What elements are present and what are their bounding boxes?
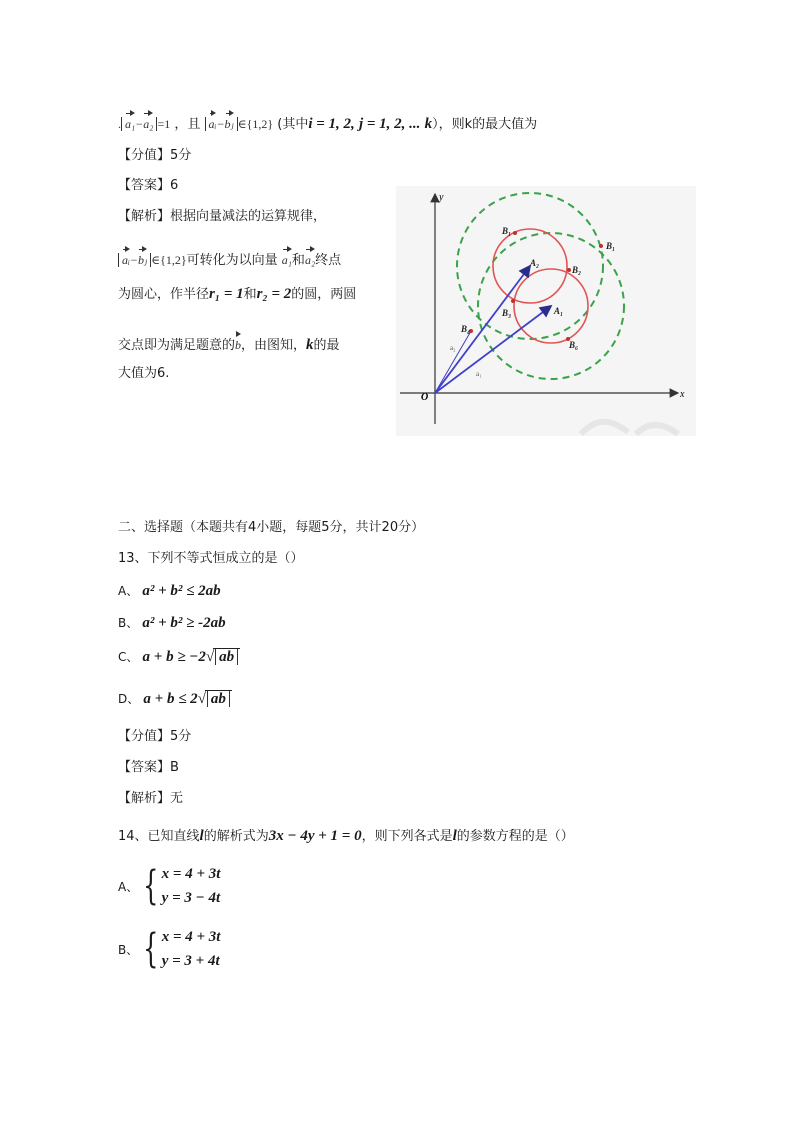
- q12-analysis-4: [118, 332, 340, 355]
- label-b1-top: B₁: [502, 226, 512, 236]
- q14-a-x-eq: x = 4 + 3t: [161, 866, 221, 882]
- q13-analysis: 【解析】无: [118, 791, 184, 806]
- vec-a1-ref: a₁: [282, 247, 292, 269]
- option-d-label: D、: [118, 692, 140, 706]
- q14-option-a-label: A、: [118, 879, 139, 894]
- origin-label: O: [421, 392, 429, 403]
- point-b1-top: [513, 231, 517, 235]
- brace-a: {: [143, 863, 159, 909]
- q14-stem-c: ，则下列各式是: [361, 829, 453, 844]
- top-condition-line: [118, 111, 537, 134]
- q14-a-y-eq: y = 3 − 4t: [161, 890, 221, 906]
- vec-ai: aᵢ: [209, 111, 217, 133]
- minus-sign-2: −: [216, 117, 225, 131]
- option-a-expr: a² + b² ≤ 2ab: [142, 583, 221, 599]
- label-a2: A₂: [530, 258, 540, 268]
- r2-expr: r₂ = 2: [256, 286, 292, 302]
- analysis-2-end: 终点: [315, 253, 342, 268]
- q14-stem-a: 14、已知直线: [118, 829, 200, 844]
- q12-analysis-2: [118, 247, 341, 270]
- analysis-4-c: 的最: [313, 338, 340, 353]
- q12-analysis-1: 【解析】根据向量减法的运算规律，: [118, 209, 327, 224]
- y-axis-label: y: [439, 192, 444, 203]
- q13-option-c: [118, 648, 240, 666]
- x-axis-label: x: [680, 389, 685, 400]
- q13-answer: 【答案】B: [118, 760, 179, 775]
- eq-one: =1: [157, 117, 171, 131]
- sqrt-sign-d: √: [197, 691, 206, 707]
- label-b6: B₆: [569, 340, 579, 350]
- option-d-expr: a + b ≤ 2: [143, 691, 198, 707]
- q12-answer: 【答案】6: [118, 178, 179, 193]
- q14-option-b-label: B、: [118, 942, 139, 957]
- minus-sign: −: [135, 117, 144, 131]
- and-word: 和: [291, 253, 305, 268]
- q13-option-a: [118, 582, 221, 600]
- option-d-radicand: [205, 690, 232, 707]
- q14-stem-b: 的解析式为: [203, 829, 269, 844]
- minus-sign-3: −: [129, 253, 139, 267]
- vec-bj: bⱼ: [225, 111, 234, 133]
- r1-expr: r₁ = 1: [209, 286, 244, 302]
- analysis-4-a: 交点即为满足题意的: [118, 338, 236, 353]
- label-vec-a2: a₂: [450, 344, 456, 352]
- j-range: j = 1, 2,: [358, 116, 410, 132]
- figure-background: [396, 186, 696, 436]
- analysis-4-b: ，由图知，: [241, 338, 307, 353]
- option-b-expr: a² + b² ≥ -2ab: [142, 615, 226, 631]
- point-b3: [511, 299, 515, 303]
- label-b4: B₄: [461, 324, 471, 334]
- q14-l1: l: [199, 828, 204, 844]
- q14-l2: l: [452, 828, 457, 844]
- option-c-label: C、: [118, 650, 139, 664]
- i-range: i = 1, 2,: [308, 116, 355, 132]
- vec-a2-ref: a₂: [305, 247, 315, 269]
- k-var-2: k: [306, 337, 314, 353]
- analysis-2-tail: 可转化为以向量: [186, 253, 278, 268]
- abs-ab-c: ab: [215, 649, 238, 665]
- point-b1-right: [599, 244, 603, 248]
- dot-prefix: .: [118, 117, 121, 131]
- ellipsis: ...: [409, 116, 421, 132]
- q14-b-x-eq: x = 4 + 3t: [161, 929, 221, 945]
- point-b2: [567, 268, 571, 272]
- abs-a1-a2: [121, 117, 157, 131]
- option-c-radicand: [213, 648, 240, 665]
- label-a1: A₁: [554, 306, 564, 316]
- q12-analysis-3: [118, 285, 356, 304]
- q13-option-b: [118, 614, 226, 632]
- in-set: ∈{1,2}: [237, 117, 274, 131]
- and-text: ，且: [174, 117, 201, 132]
- q14-stem: [118, 827, 574, 846]
- abs-ai-bj-2: [118, 253, 151, 267]
- vec-b: b: [235, 332, 241, 354]
- q13-stem: 13、下列不等式恒成立的是（）: [118, 551, 304, 566]
- q14-stem-d: 的参数方程的是（）: [456, 829, 574, 844]
- q14-b-y-eq: y = 3 + 4t: [161, 953, 220, 969]
- k-var: k: [424, 116, 433, 132]
- option-a-label: A、: [118, 584, 139, 598]
- sqrt-sign-c: √: [205, 649, 215, 665]
- vector-circles-figure: [396, 186, 696, 436]
- option-c-expr: a + b ≥ −2: [142, 649, 206, 665]
- label-b1-right: B₁: [606, 241, 616, 251]
- vec-ai-2: aᵢ: [122, 247, 130, 269]
- vec-a1: a₁: [125, 111, 135, 133]
- label-b3: B₃: [502, 308, 512, 318]
- q14-line-equation: 3x − 4y + 1 = 0: [268, 828, 362, 844]
- vec-a2: a₂: [143, 111, 153, 133]
- and-word-2: 和: [243, 287, 257, 302]
- q14-option-a: [118, 862, 220, 910]
- label-b2: B₂: [572, 265, 582, 275]
- q12-score: 【分值】5分: [118, 148, 192, 163]
- analysis-3-b: 的圆，两圆: [291, 287, 357, 302]
- section-title: 二、选择题（本题共有4小题，每题5分，共计20分）: [118, 520, 425, 535]
- q12-analysis-5: 大值为6.: [118, 366, 170, 381]
- abs-ab-d: ab: [207, 691, 230, 707]
- q14-option-b: [118, 925, 220, 973]
- in-set-2: ∈{1,2}: [151, 253, 187, 267]
- paren-open: (其中: [277, 117, 309, 132]
- option-b-label: B、: [118, 616, 139, 630]
- brace-b: {: [143, 926, 159, 972]
- label-vec-a1: a₁: [476, 370, 482, 378]
- analysis-3-a: 为圆心，作半径: [118, 287, 210, 302]
- vec-bj-2: bⱼ: [138, 247, 147, 269]
- q13-option-d: [118, 690, 232, 708]
- condition-tail: ），则k的最大值为: [432, 117, 538, 132]
- q13-score: 【分值】5分: [118, 729, 192, 744]
- abs-ai-bj: [205, 117, 238, 131]
